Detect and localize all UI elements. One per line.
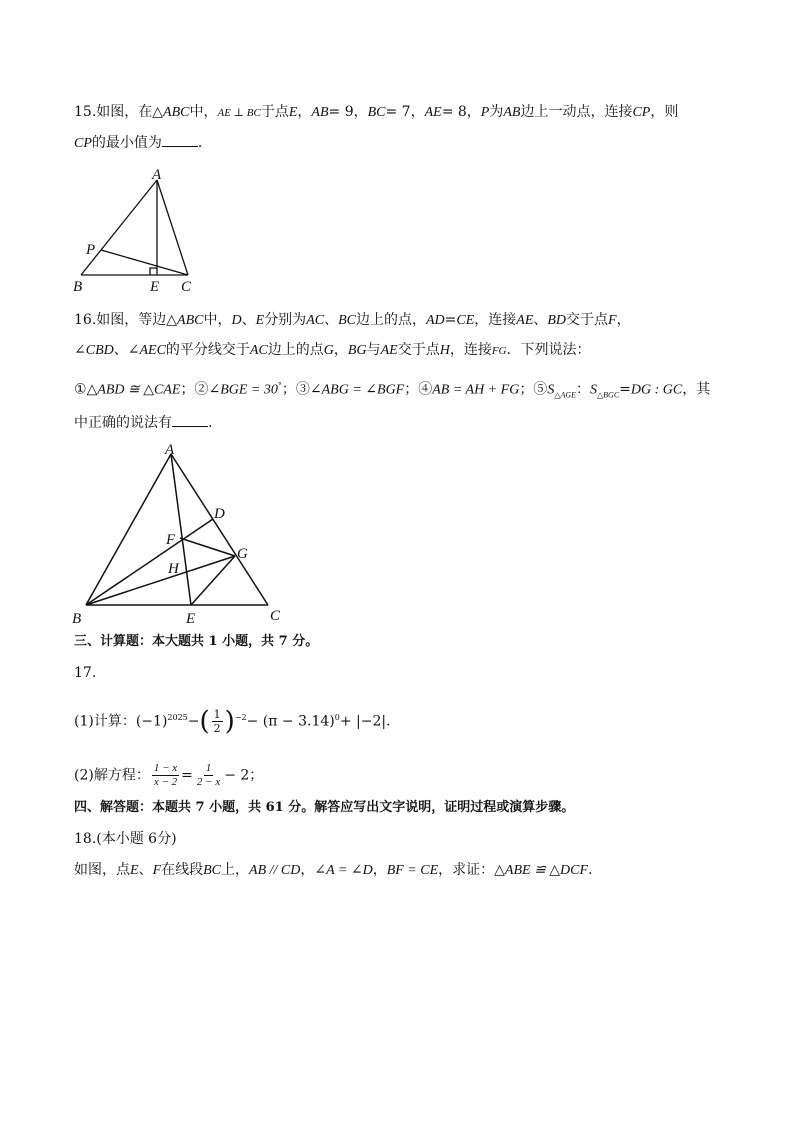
label-a: A bbox=[165, 442, 175, 458]
label-c: C bbox=[181, 279, 192, 294]
q16-line3: ①△ABD ≅ △CAE；②∠BGE = 30°；③∠ABG = ∠BGF；④AB = AH + FG；$⑤S_{\triangle AGE}$：$S_{\triangle BGC}=DG$ : GC，其 bbox=[74, 381, 711, 400]
label-e: E bbox=[186, 611, 196, 627]
label-b: B bbox=[72, 611, 82, 627]
segment-bd bbox=[86, 519, 213, 605]
label-b: B bbox=[73, 279, 83, 294]
q15-line2: CP的最小值为 . bbox=[74, 132, 202, 154]
q17-part1: (1)计算：$(-1)^{2025}-$( $\frac{1}{2}$ )$^{-2}- (\pi - 3.14)^0+ |-2|$. bbox=[74, 706, 391, 737]
right-angle-mark bbox=[150, 268, 157, 275]
segment-cp bbox=[101, 250, 188, 275]
fraction-rhs: $\frac{1}{2 - x}$ bbox=[196, 762, 221, 788]
label-e: E bbox=[150, 279, 160, 294]
q16-line4: 中正确的说法有 . bbox=[74, 412, 212, 433]
side-ab bbox=[86, 454, 171, 605]
q17-number: 17. bbox=[74, 665, 97, 681]
section-3-heading: 三、计算题：本大题共 1 小题，共 7 分。 bbox=[74, 634, 319, 649]
q15-line1: 15.如图，在△ABC中，AE ⊥ BC于点E，AB= 9，BC= 7，AE= 8，P为AB边上一动点，连接CP，则 bbox=[74, 104, 679, 120]
q15-figure bbox=[70, 164, 210, 294]
q16-figure bbox=[70, 440, 300, 630]
fraction-one-half: $\frac{1}{2}$ bbox=[213, 708, 221, 736]
label-p: P bbox=[86, 242, 96, 258]
section-4-heading: 四、解答题：本题共 7 小题，共 61 分。解答应写出文字说明，证明过程或演算步骤。 bbox=[74, 800, 575, 815]
label-c: C bbox=[270, 608, 281, 624]
q16-line1: 16.如图，等边△ABC中，D、E分别为AC、BC边上的点，AD=CE，连接AE、BD交于点F， bbox=[74, 312, 631, 328]
label-h: H bbox=[168, 561, 179, 577]
answer-blank bbox=[172, 412, 208, 427]
answer-blank bbox=[162, 132, 198, 147]
side-ab bbox=[81, 180, 157, 275]
fraction-lhs: $\frac{1 - x}{x - 2}$ bbox=[153, 762, 178, 788]
side-ac bbox=[157, 180, 188, 275]
q17-part2: (2)解方程： $\frac{1 - x}{x - 2}$ = $\frac{1}{2 - x}$ − 2； bbox=[74, 762, 264, 788]
q18-title: 18.(本小题 6分) bbox=[74, 831, 177, 847]
label-d: D bbox=[214, 506, 225, 522]
side-ac bbox=[171, 454, 268, 605]
label-g: G bbox=[237, 546, 248, 562]
label-f: F bbox=[166, 532, 176, 548]
q16-line2: ∠CBD、∠AEC的平分线交于AC边上的点G，BG与AE交于点H，连接FG．下列说法： bbox=[74, 342, 591, 358]
q18-body: 如图，点E、F在线段BC上，AB // CD，∠A = ∠D，BF = CE，求证：△ABE ≌ △DCF. bbox=[74, 862, 593, 878]
segment-ae bbox=[171, 454, 191, 605]
label-a: A bbox=[152, 167, 162, 183]
